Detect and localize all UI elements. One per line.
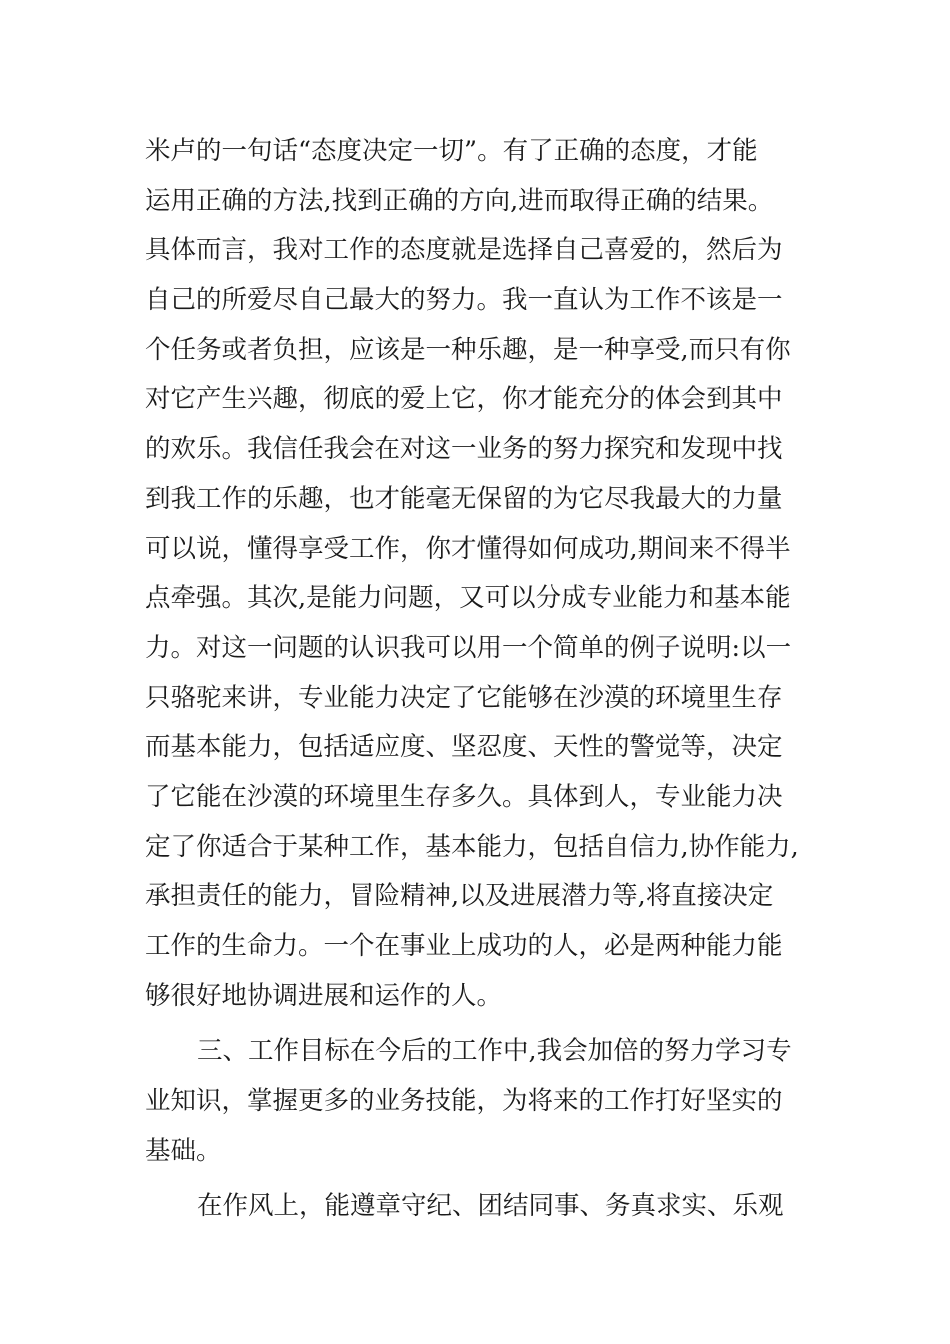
text-line: 只骆驼来讲，专业能力决定了它能够在沙漠的环境里生存 (145, 682, 783, 713)
text-line: 够很好地协调进展和运作的人。 (145, 980, 503, 1011)
text-line: 三、工作目标在今后的工作中,我会加倍的努力学习专 (197, 1036, 792, 1067)
text-line: 了它能在沙漠的环境里生存多久。具体到人，专业能力决 (145, 781, 783, 812)
text-line: 运用正确的方法,找到正确的方向,进而取得正确的结果。 (145, 185, 774, 216)
paragraph-1 (145, 127, 825, 1021)
text-line: 定了你适合于某种工作，基本能力，包括自信力,协作能力, (145, 831, 799, 862)
text-line: 而基本能力，包括适应度、坚忍度、天性的警觉等，决定 (145, 732, 783, 763)
text-line: 米卢的一句话“态度决定一切”。有了正确的态度，才能 (145, 136, 758, 166)
text-line: 在作风上，能遵章守纪、团结同事、务真求实、乐观 (197, 1191, 784, 1222)
text-line: 业知识，掌握更多的业务技能，为将来的工作打好坚实的 (145, 1086, 783, 1117)
body-text (145, 127, 825, 1232)
text-line: 自己的所爱尽自己最大的努力。我一直认为工作不该是一 (145, 285, 783, 316)
paragraph-3 (145, 1182, 825, 1232)
text-line: 对它产生兴趣，彻底的爱上它，你才能充分的体会到其中 (145, 384, 783, 415)
text-line: 可以说，懂得享受工作，你才懂得如何成功,期间来不得半 (145, 533, 791, 564)
text-line: 个任务或者负担，应该是一种乐趣，是一种享受,而只有你 (145, 334, 791, 365)
text-line: 到我工作的乐趣，也才能毫无保留的为它尽我最大的力量 (145, 483, 783, 514)
text-line: 具体而言，我对工作的态度就是选择自己喜爱的，然后为 (145, 235, 783, 266)
text-line: 基础。 (145, 1135, 222, 1166)
text-line: 点牵强。其次,是能力问题，又可以分成专业能力和基本能 (145, 583, 791, 614)
text-line: 力。对这一问题的认识我可以用一个简单的例子说明:以一 (145, 632, 792, 663)
text-line: 的欢乐。我信任我会在对这一业务的努力探究和发现中找 (145, 434, 783, 465)
text-line: 承担责任的能力，冒险精神,以及进展潜力等,将直接决定 (145, 881, 774, 912)
text-line: 工作的生命力。一个在事业上成功的人，必是两种能力能 (145, 931, 783, 961)
paragraph-2 (145, 1027, 825, 1176)
